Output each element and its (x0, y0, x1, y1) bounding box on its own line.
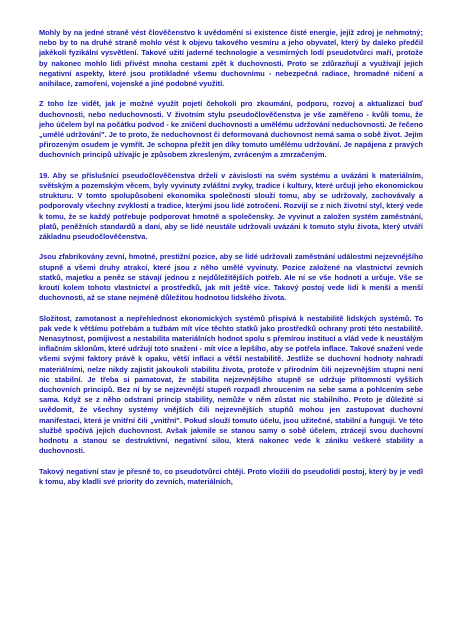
paragraph-4: Jsou zfabrikovány zevní, hmotné, prestižní pozice, aby se lidé udržovali zaměstnání událostmi nejzevnějšího stupně a všemi druhy atrakcí, které jsou z něho umělé vyvinuty. Pozice založené na vlastnictví zevních statků, majetku a peněz se stávají jednou z nejdůležitějších potřeb. Ale ní se vše hodnotí a určuje. Vše se kroutí kolem tohoto vlastnictví a prostředků, jak mít ještě více. Takový postoj vede lidi k menší a menší duchovnosti, až se stane nejméně důležitou hodnotou lidského života. (39, 252, 423, 303)
paragraph-6: Takový negativní stav je přesně to, co pseudotvůrci chtějí. Proto vložili do pseudolidí postoj, který by je vedl k tomu, aby kladli své priority do zevních, materiálních, (39, 466, 423, 486)
paragraph-5: Složitost, zamotanost a nepřehlednost ekonomických systémů přispívá k nestabilitě lidských systémů. To pak vede k většímu potřebám a tužbám mít více těchto statků jako prostředků ochrany proti této nestabilitě. Nenasytnost, pomíjivost a nestabilita materiálních hodnot spolu s přemírou institucí a vlád vede k neustálým inflačním sklonům, které udržují toto snažení - mít více a lepšího, aby se potřela inflace. Takové snažení vede všemi svými faktory právě k opaku, větší inflaci a větší nestabilitě. Jestliže se duchovní hodnoty nahradí materiálními, nelze nikdy zajistit jakoukoli stabilitu života, protože v přírodním čili nejzevnějším stupni není nic stabilní. Je třeba si pamatovat, že stabilita nejzevnějšího stupně se udržuje přítomností vyšších duchovních principů. Bez ní by se nejzevnější stupeň rozpadl zhroucením na sebe sama a pohlcením sebe sama. Když se z něho odstraní princip stability, nemůže v něm zůstat nic stabilního. Proto je důležité si uvědomit, že všechny systémy vnějších čili nejzevnějších stupňů mohou jen zastupovat duchovní manifestaci, která je vnitřní čili „vnitřní". Pokud slouží tomuto účelu, jsou užitečné, stabilní a fungují. Ve této službě spočívá jejich duchovnost. Avšak jakmile se stanou samy o sobě účelem, ztrácejí svou duchovní hodnotu a stanou se destruktivní, negativní silou, která nakonec vede k zániku veškeré stability a duchovnosti. (39, 313, 423, 456)
paragraph-1: Mohly by na jedné straně vést člověčenstvo k uvědomění si existence čisté energie, jejíž zdroj je nehmotný; nebo by to na druhé straně mohlo vést k objevu takového vesmíru a jeho obyvatel, který by daleko předčil jakékoli fyzikální vysvětlení. Takové užití jaderné technologie a vesmírných lodí pseudotvůrci maří, protože by nakonec mohlo lidi přivést mnoha cestami zpět k duchovnosti. Proto se zdůrazňují a využívají jejich negativní aspekty, které jsou protikladné všemu duchovnímu - nebezpečná radiace, hromadné ničení a anihilace, zamoření, vojenské a jiné podobné využití. (39, 28, 423, 89)
paragraph-3: 19. Aby se příslušníci pseudočlověčenstva drželi v závislosti na svém systému a uvázáni k materiálním, světským a pozemským věcem, byly vyvinuty zvláštní zvyky, tradice i kultury, které určují jeho ekonomickou strukturu. V tomto spolupůsobení ekonomika společnosti slouží tomu, aby se udržovaly, zachovávaly a podporovaly všechny zvyklosti a tradice, kterými jsou lidé zotročeni. Rozvíjí se z nich životní styl, který vede k tomu, že se každý potřebuje podporovat hmotně a společensky. Je vyvinut a založen systém zaměstnání, platů, peněžních standardů a daní, aby se lidé neustále udržovali uvázáni k tomuto stylu života, který utváří základnu pseudočlověčenstva. (39, 170, 423, 242)
document-page (39, 28, 423, 497)
paragraph-2: Z toho lze vidět, jak je možné využít pojetí čehokoli pro zkoumání, podporu, rozvoj a aktualizaci buď duchovnosti, nebo neduchovnosti. V životním stylu pseudočlověčenstva je vše zaměřeno - kvůli tomu, že jeho účelem byl na počátku podvod - ke zničení duchovnosti a umělému udržování neduchovnosti. Je řečeno „umělé udržování". Je to proto, že neduchovnost či deformovaná duchovnost nemá sama o sobě život. Jejím přirozeným osudem je vymřít. Je schopna přežít jen díky tomuto umělému udržování. Je napájena z pravých duchovních principů užívajíc je způsobem zkresleným, zvráceným a zmrzačeným. (39, 99, 423, 160)
